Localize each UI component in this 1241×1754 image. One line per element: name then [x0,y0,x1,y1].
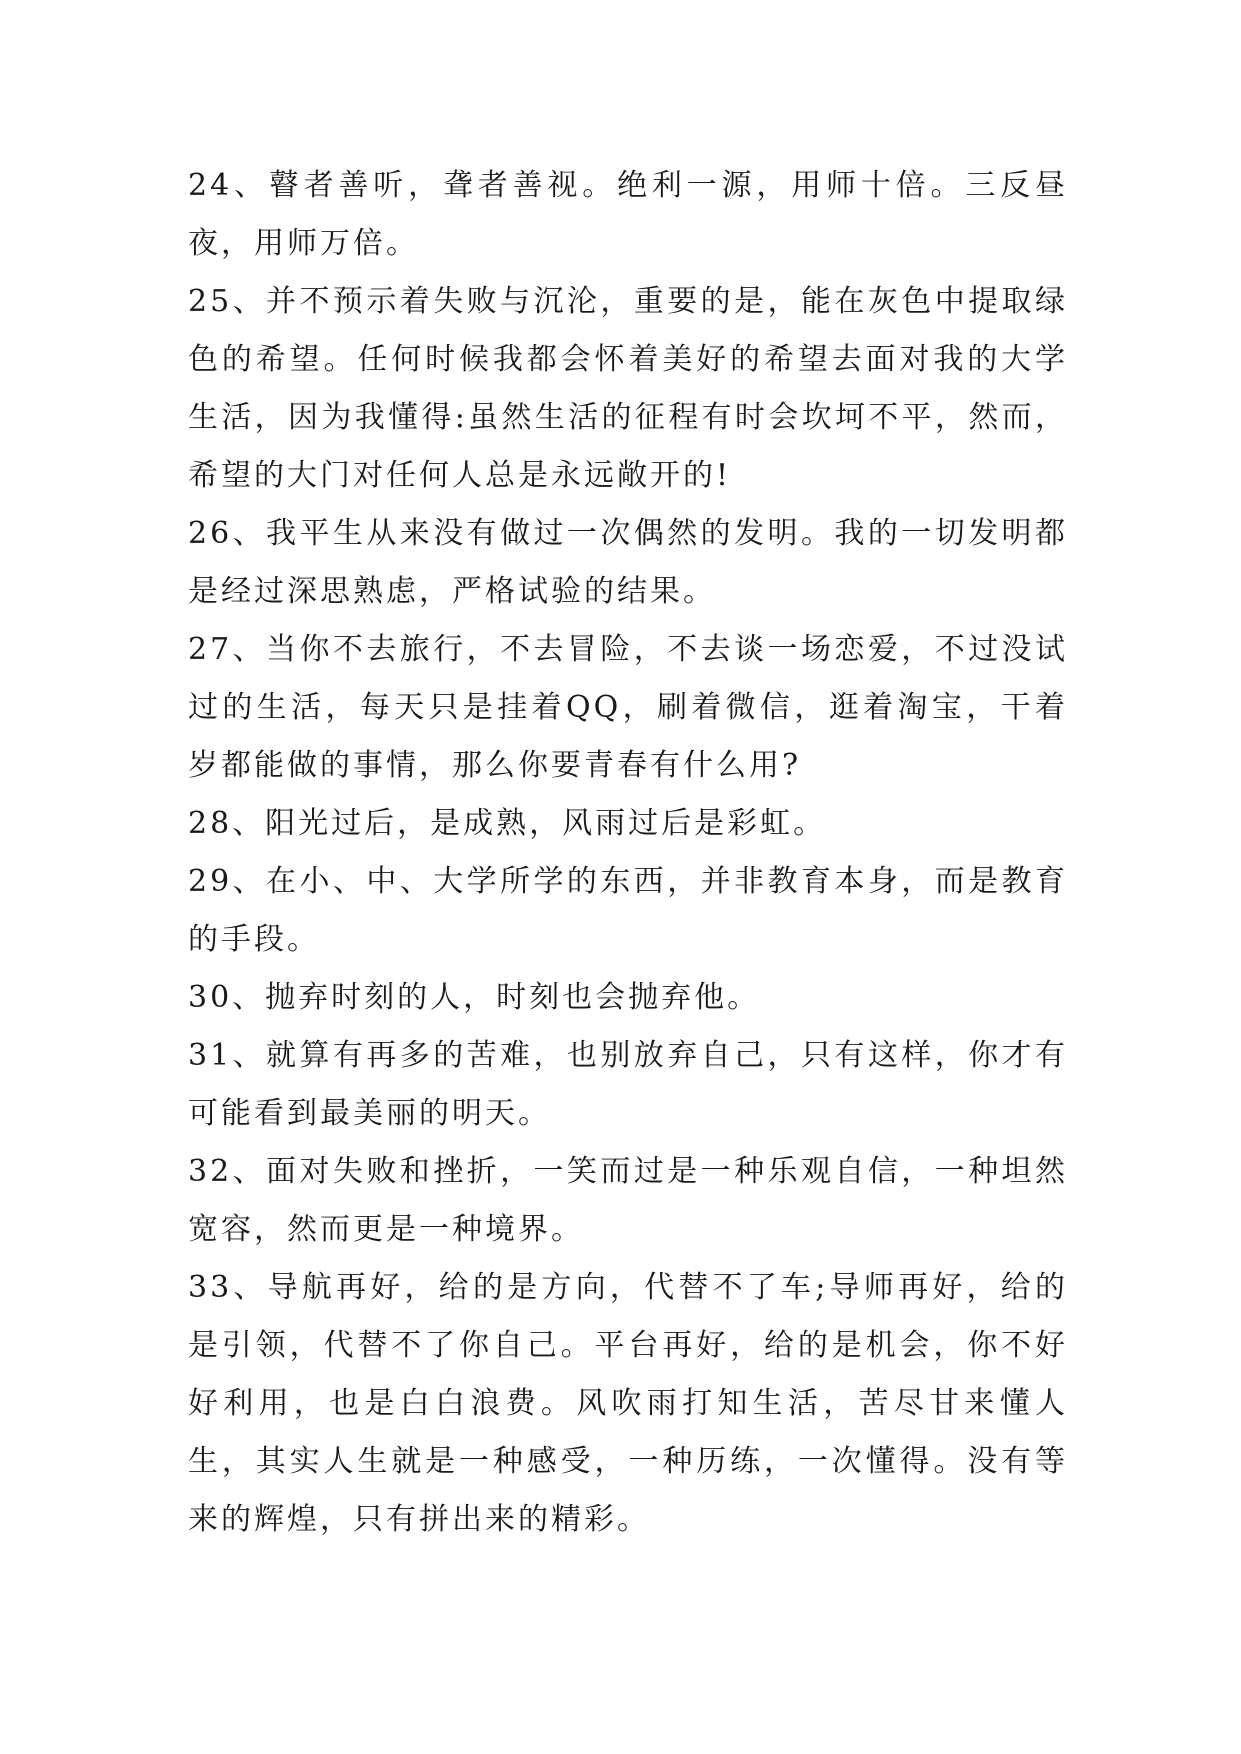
quote-entry-29: 29、在小、中、大学所学的东西，并非教育本身，而是教育的手段。 [188,864,1068,957]
quote-entry-31: 31、就算有再多的苦难，也别放弃自己，只有这样，你才有可能看到最美丽的明天。 [188,1038,1068,1131]
document-body [188,157,1068,1549]
quote-entry-24: 24、瞽者善听，聋者善视。绝利一源，用师十倍。三反昼夜，用师万倍。 [188,168,1068,261]
quote-entry-26: 26、我平生从来没有做过一次偶然的发明。我的一切发明都是经过深思熟虑，严格试验的结果。 [188,516,1068,609]
quote-entry-30: 30、抛弃时刻的人，时刻也会抛弃他。 [188,980,761,1015]
quote-entry-32: 32、面对失败和挫折，一笑而过是一种乐观自信，一种坦然宽容，然而更是一种境界。 [188,1154,1068,1247]
quote-entry-27: 27、当你不去旅行，不去冒险，不去谈一场恋爱，不过没试过的生活，每天只是挂着QQ，刷着微信，逛着淘宝，干着岁都能做的事情，那么你要青春有什么用? [188,632,1068,783]
quote-entry-28: 28、阳光过后，是成熟，风雨过后是彩虹。 [188,806,827,841]
quote-entry-33: 33、导航再好，给的是方向，代替不了车;导师再好，给的是引领，代替不了你自己。平台再好，给的是机会，你不好好利用，也是白白浪费。风吹雨打知生活，苦尽甘来懂人生，其实人生就是一种感受，一种历练，一次懂得。没有等来的辉煌，只有拼出来的精彩。 [188,1270,1068,1537]
quote-entry-25: 25、并不预示着失败与沉沦，重要的是，能在灰色中提取绿色的希望。任何时候我都会怀着美好的希望去面对我的大学生活，因为我懂得:虽然生活的征程有时会坎坷不平，然而，希望的大门对任何人总是永远敞开的! [188,284,1068,493]
